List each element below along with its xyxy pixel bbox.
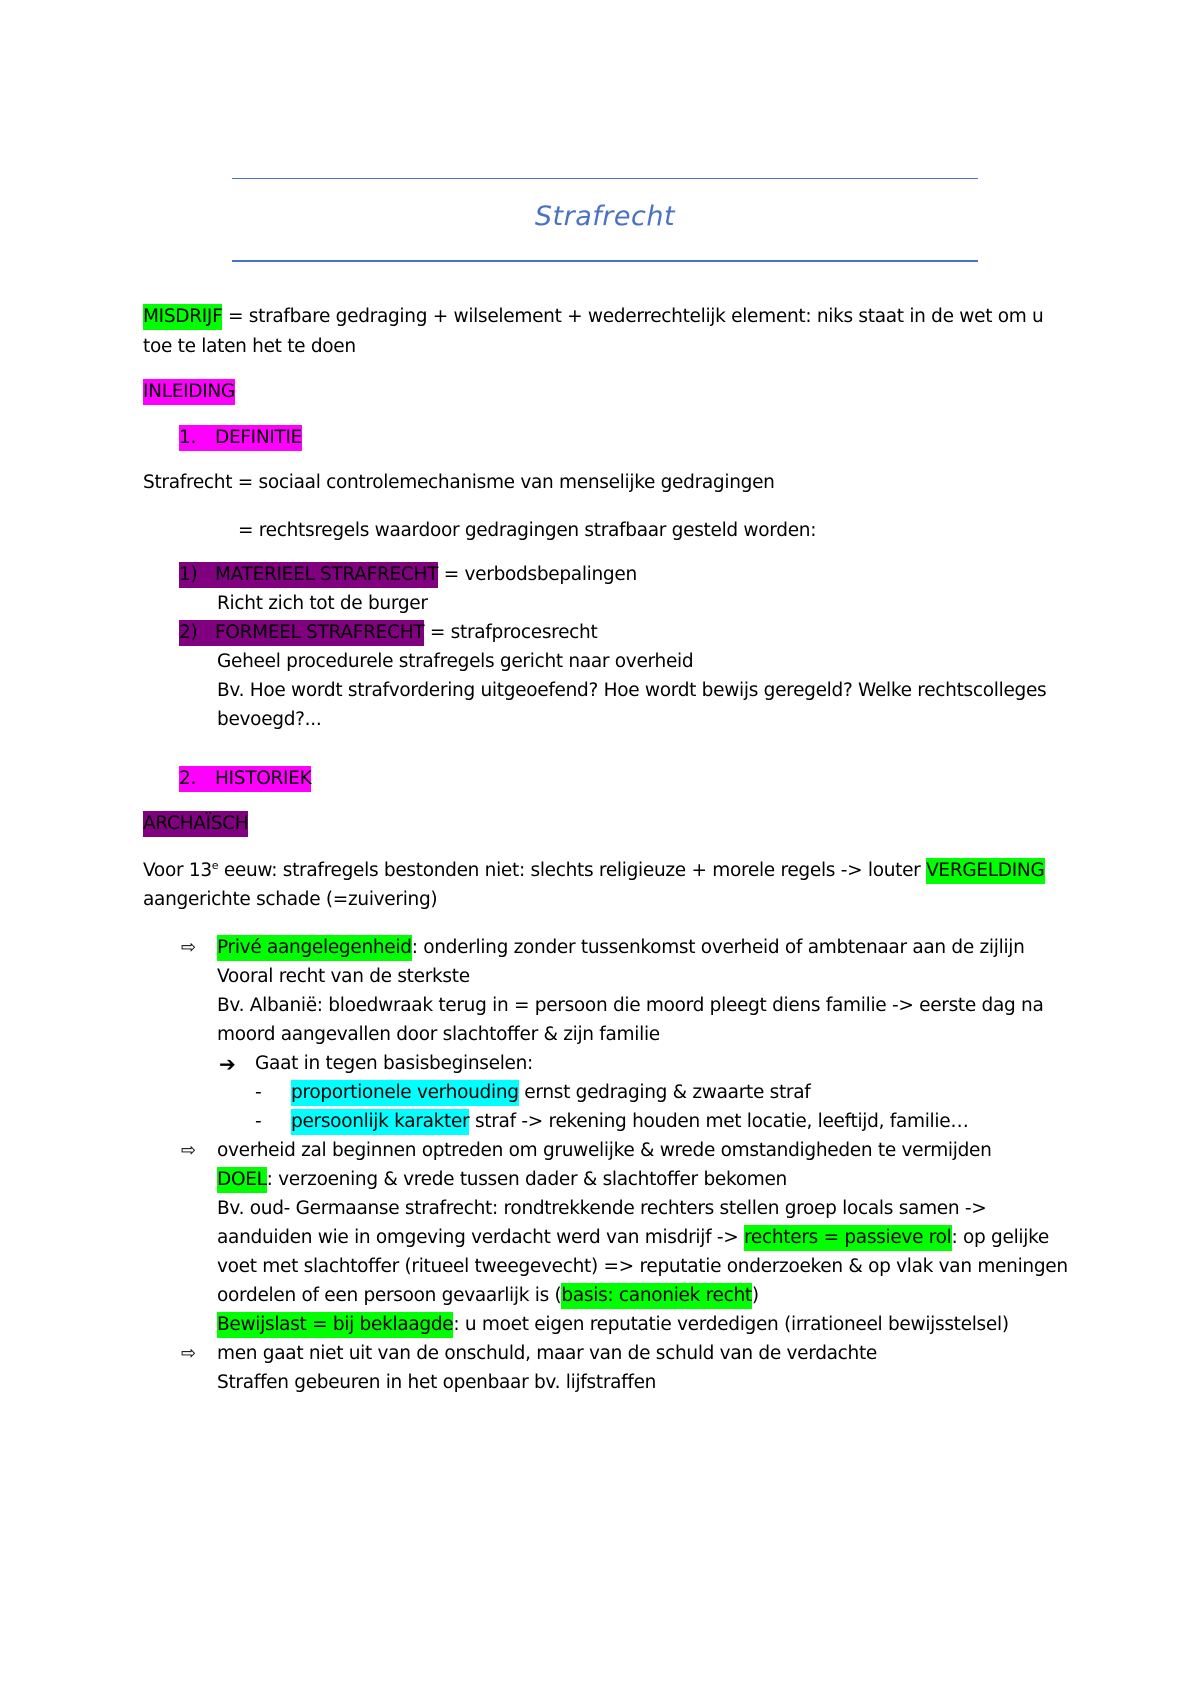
bullet2-line5: voet met slachtoffer (ritueel tweegevecht) => reputatie onderzoeken & op vlak van meningen: [217, 1256, 1068, 1277]
proportionele-rest: ernst gedraging & zwaarte straf: [518, 1082, 811, 1103]
bullet1-sub: Gaat in tegen basisbeginselen:: [255, 1053, 533, 1074]
historiek-highlight: [179, 766, 311, 792]
bewijslast-term: Bewijslast = bij beklaagde: [217, 1312, 453, 1338]
formeel-highlight: [179, 620, 424, 646]
formeel-number: 2): [179, 622, 198, 643]
persoonlijk-rest: straf -> rekening houden met locatie, leeftijd, familie…: [469, 1111, 969, 1132]
materieel-term: MATERIEEL STRAFRECHT: [215, 564, 439, 585]
definitie-number: 1.: [179, 427, 197, 448]
misdrijf-definition: = strafbare gedraging + wilselement + wederrechtelijk element: niks staat in de wet om u: [222, 306, 1044, 327]
voor13-sup: e: [211, 858, 219, 872]
misdrijf-term: MISDRIJF: [143, 304, 222, 330]
voor13-pre: Voor 13: [143, 860, 212, 881]
strafrecht-definition-2: = rechtsregels waardoor gedragingen strafbaar gesteld worden:: [238, 520, 817, 541]
formeel-line: [179, 620, 597, 646]
definitie-highlight: [179, 425, 302, 451]
bullet1-line1: [217, 935, 1025, 961]
bullet2-line6-rest: ): [751, 1285, 759, 1306]
formeel-sub-3: bevoegd?...: [217, 709, 322, 730]
bullet3-line1: men gaat niet uit van de onschuld, maar van de schuld van de verdachte: [217, 1343, 878, 1364]
rechters-term: rechters = passieve rol: [744, 1225, 951, 1251]
formeel-definition: = strafprocesrecht: [424, 622, 598, 643]
bullet1-line2: Vooral recht van de sterkste: [217, 966, 470, 987]
materieel-sub: Richt zich tot de burger: [217, 593, 428, 614]
prive-term: Privé aangelegenheid: [217, 935, 412, 961]
canoniek-term: basis: canoniek recht: [561, 1283, 751, 1309]
bullet2-line7: [217, 1312, 1009, 1338]
inleiding-label: INLEIDING: [143, 379, 235, 405]
bullet2-line4-pre: aanduiden wie in omgeving verdacht werd van misdrijf ->: [217, 1227, 745, 1248]
archaisch-label: ARCHAÏSCH: [143, 811, 248, 837]
bullet2-line6: [217, 1283, 759, 1309]
materieel-number: 1): [179, 564, 198, 585]
voor13-line: [143, 858, 1045, 884]
hollow-arrow-icon: ⇨: [181, 937, 197, 958]
prive-rest: : onderling zonder tussenkomst overheid of ambtenaar aan de zijlijn: [411, 937, 1025, 958]
proportionele-term: proportionele verhouding: [291, 1080, 519, 1106]
formeel-sub-1: Geheel procedurele strafregels gericht naar overheid: [217, 651, 694, 672]
materieel-definition: = verbodsbepalingen: [438, 564, 637, 585]
bullet2-line6-pre: oordelen of een persoon gevaarlijk is (: [217, 1285, 562, 1306]
dash-item-2: [291, 1109, 969, 1135]
definitie-label: DEFINITIE: [215, 427, 303, 448]
heading-definitie: [179, 425, 302, 451]
voor13-continuation: aangerichte schade (=zuivering): [143, 889, 438, 910]
title-rule-top: [232, 178, 978, 179]
strafrecht-definition-1: Strafrecht = sociaal controlemechanisme van menselijke gedragingen: [143, 472, 775, 493]
dash-bullet-icon: -: [255, 1111, 262, 1132]
hollow-arrow-icon: ⇨: [181, 1140, 197, 1161]
voor13-mid: eeuw: strafregels bestonden niet: slechts religieuze + morele regels -> louter: [218, 860, 927, 881]
bullet1-line3: Bv. Albanië: bloedwraak terug in = persoon die moord pleegt diens familie -> eerste dag na: [217, 995, 1044, 1016]
materieel-highlight: [179, 562, 438, 588]
historiek-label: HISTORIEK: [215, 768, 312, 789]
historiek-number: 2.: [179, 768, 197, 789]
bullet2-line3: Bv. oud- Germaanse strafrecht: rondtrekkende rechters stellen groep locals samen ->: [217, 1198, 987, 1219]
formeel-sub-2: Bv. Hoe wordt strafvordering uitgeoefend? Hoe wordt bewijs geregeld? Welke rechtscolleges: [217, 680, 1047, 701]
formeel-term: FORMEEL STRAFRECHT: [215, 622, 425, 643]
title-rule-bottom: [232, 260, 978, 262]
page-title: Strafrecht: [534, 201, 676, 232]
heading-historiek: [179, 766, 311, 792]
bullet2-doel-line: [217, 1167, 787, 1193]
doel-term: DOEL: [217, 1167, 267, 1193]
bold-arrow-icon: ➔: [219, 1052, 236, 1076]
dash-bullet-icon: -: [255, 1082, 262, 1103]
bullet3-line2: Straffen gebeuren in het openbaar bv. lijfstraffen: [217, 1372, 657, 1393]
heading-archaisch: [143, 811, 248, 837]
persoonlijk-term: persoonlijk karakter: [291, 1109, 469, 1135]
dash-item-1: [291, 1080, 810, 1106]
bullet1-line4: moord aangevallen door slachtoffer & zijn familie: [217, 1024, 660, 1045]
doel-rest: : verzoening & vrede tussen dader & slachtoffer bekomen: [266, 1169, 787, 1190]
misdrijf-line: [143, 304, 1043, 330]
materieel-line: [179, 562, 637, 588]
bullet2-line4: [217, 1225, 1049, 1251]
bullet2-line4-rest: : op gelijke: [951, 1227, 1049, 1248]
bewijslast-rest: : u moet eigen reputatie verdedigen (irrationeel bewijsstelsel): [453, 1314, 1009, 1335]
hollow-arrow-icon: ⇨: [181, 1343, 197, 1364]
misdrijf-continuation: toe te laten het te doen: [143, 336, 356, 357]
heading-inleiding: [143, 379, 235, 405]
bullet2-line1: overheid zal beginnen optreden om gruwelijke & wrede omstandigheden te vermijden: [217, 1140, 992, 1161]
vergelding-term: VERGELDING: [926, 858, 1044, 884]
